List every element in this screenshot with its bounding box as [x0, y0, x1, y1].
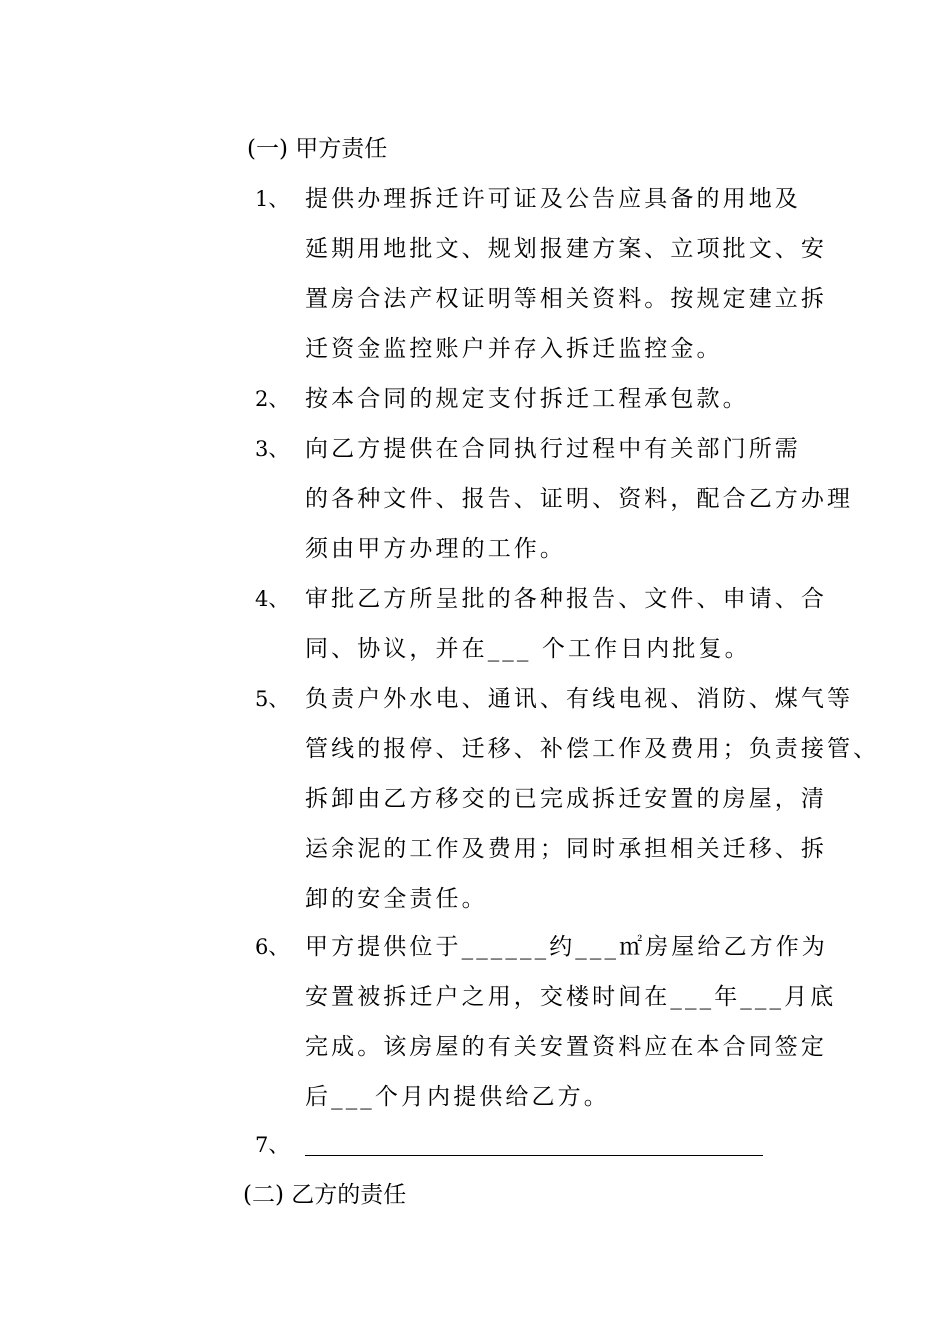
item-text — [305, 674, 880, 924]
item-line: 运余泥的工作及费用；同时承担相关迁移、拆 — [305, 836, 827, 862]
item-line: 负责户外水电、通讯、有线电视、消防、煤气等 — [305, 686, 854, 712]
section-heading-party-b: (二) 乙方的责任 — [243, 1182, 407, 1208]
item-number: 7、 — [255, 1133, 290, 1157]
item-line: 审批乙方所呈批的各种报告、文件、申请、合 — [305, 586, 827, 612]
item-line: 同、协议，并在___ 个工作日内批复。 — [305, 636, 751, 662]
item-number: 3、 — [255, 437, 290, 461]
item-line: 延期用地批文、规划报建方案、立项批文、安 — [305, 236, 827, 262]
item-text — [305, 574, 835, 674]
item-line: 甲方提供位于______约___㎡房屋给乙方作为 — [305, 934, 828, 960]
item-number: 1、 — [255, 187, 290, 211]
item-number: 2、 — [255, 387, 290, 411]
item-line: 卸的安全责任。 — [305, 886, 488, 912]
blank-fill-line — [305, 1155, 763, 1156]
item-line: 提供办理拆迁许可证及公告应具备的用地及 — [305, 186, 801, 212]
item-line: 安置被拆迁户之用，交楼时间在___年___月底 — [305, 984, 837, 1010]
item-text — [305, 922, 835, 1122]
item-line: 向乙方提供在合同执行过程中有关部门所需 — [305, 436, 801, 462]
item-text — [305, 374, 835, 424]
item-line: 完成。该房屋的有关安置资料应在本合同签定 — [305, 1034, 827, 1060]
item-line: 后___个月内提供给乙方。 — [305, 1084, 610, 1110]
item-number: 6、 — [255, 935, 290, 959]
item-text — [305, 174, 835, 374]
item-line: 管线的报停、迁移、补偿工作及费用；负责接管、 — [305, 736, 880, 762]
item-line: 须由甲方办理的工作。 — [305, 536, 566, 562]
item-line: 迁资金监控账户并存入拆迁监控金。 — [305, 336, 723, 362]
item-line: 拆卸由乙方移交的已完成拆迁安置的房屋，清 — [305, 786, 827, 812]
item-line: 的各种文件、报告、证明、资料，配合乙方办理 — [305, 486, 854, 512]
item-line: 按本合同的规定支付拆迁工程承包款。 — [305, 386, 749, 412]
item-line: 置房合法产权证明等相关资料。按规定建立拆 — [305, 286, 827, 312]
item-text — [305, 424, 854, 574]
section-heading-party-a: (一) 甲方责任 — [247, 136, 388, 162]
item-number: 4、 — [255, 587, 290, 611]
item-number: 5、 — [255, 687, 290, 711]
